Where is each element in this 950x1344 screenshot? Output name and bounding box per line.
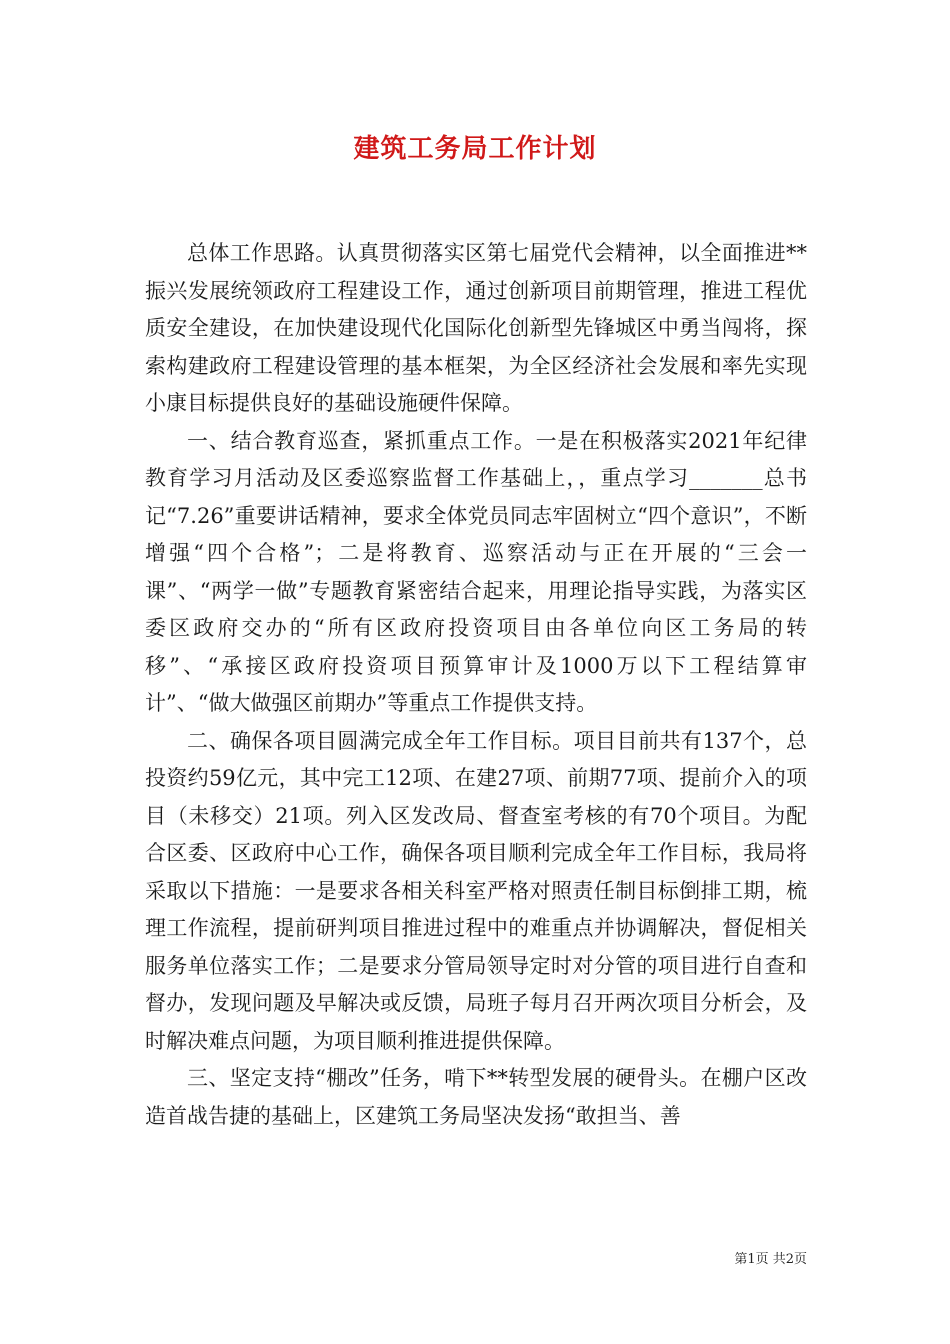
document-body [145,235,807,1135]
paragraph-overview: 总体工作思路。认真贯彻落实区第七届党代会精神，以全面推进**振兴发展统领政府工程建设工作，通过创新项目前期管理，推进工程优质安全建设，在加快建设现代化国际化创新型先锋城区中勇当闯将，探索构建政府工程建设管理的基本框架，为全区经济社会发展和率先实现小康目标提供良好的基础设施硬件保障。 [145,241,807,415]
paragraph-section-3: 三、坚定支持“棚改”任务，啃下**转型发展的硬骨头。在棚户区改造首战告捷的基础上，区建筑工务局坚决发扬“敢担当、善 [145,1066,807,1128]
document-title: 建筑工务局工作计划 [353,134,597,164]
paragraph-section-2: 二、确保各项目圆满完成全年工作目标。项目目前共有137个，总投资约59亿元，其中完工12项、在建27项、前期77项、提前介入的项目（未移交）21项。列入区发改局、督查室考核的有70个项目。为配合区委、区政府中心工作，确保各项目顺利完成全年工作目标，我局将采取以下措施：一是要求各相关科室严格对照责任制目标倒排工期，梳理工作流程，提前研判项目推进过程中的难重点并协调解决，督促相关服务单位落实工作；二是要求分管局领导定时对分管的项目进行自查和督办，发现问题及早解决或反馈，局班子每月召开两次项目分析会，及时解决难点问题，为项目顺利推进提供保障。 [145,728,807,1053]
page-number-footer: 第1页 共2页 [734,1252,807,1267]
paragraph-section-1: 一、结合教育巡查，紧抓重点工作。一是在积极落实2021年纪律教育学习月活动及区委巡察监督工作基础上，，重点学习_______总书记“7.26”重要讲话精神，要求全体党员同志牢固树立“四个意识”，不断增强“四个合格”；二是将教育、巡察活动与正在开展的“三会一课”、“两学一做”专题教育紧密结合起来，用理论指导实践，为落实区委区政府交办的“所有区政府投资项目由各单位向区工务局的转移”、“承接区政府投资项目预算审计及1000万以下工程结算审计”、“做大做强区前期办”等重点工作提供支持。 [145,428,807,715]
